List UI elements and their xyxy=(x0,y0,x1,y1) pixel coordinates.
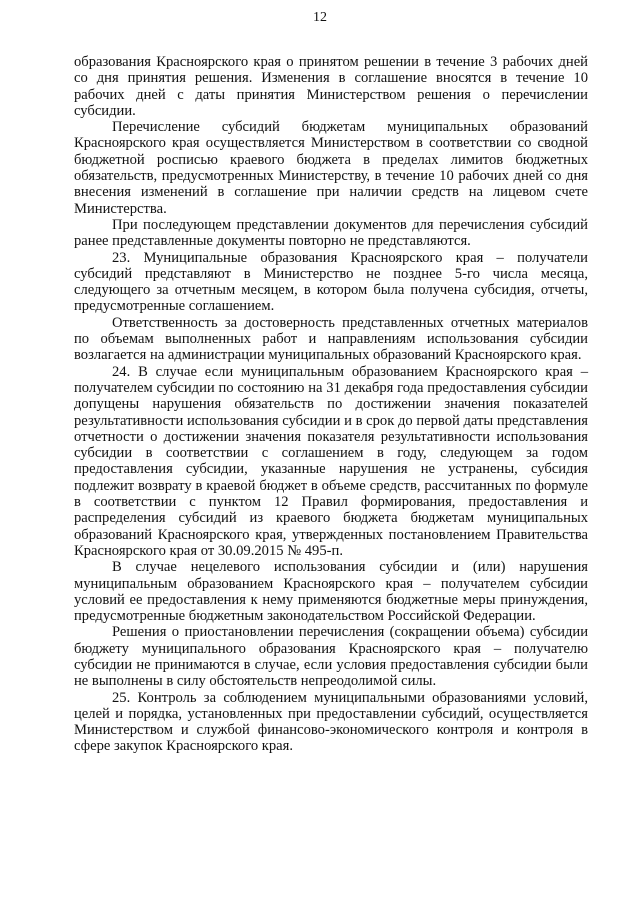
document-body xyxy=(74,54,588,755)
paragraph-2: Перечисление субсидий бюджетам муниципальных образований Красноярского края осуществляется Министерством в соответствии со сводной бюджетной росписью краевого бюджета в пределах лимитов бюджетных обязательств, предусмотренных Министерству, в течение 10 рабочих дней со дня внесения изменений в соглашение при наличии средств на лицевом счете Министерства. xyxy=(74,119,588,217)
paragraph-1: образования Красноярского края о принятом решении в течение 3 рабочих дней со дня принятия решения. Изменения в соглашение вносятся в течение 10 рабочих дней с даты принятия Министерством решения о перечислении субсидии. xyxy=(74,54,588,119)
paragraph-6-item-24: 24. В случае если муниципальным образованием Красноярского края – получателем субсидии по состоянию на 31 декабря года предоставления субсидии допущены нарушения обязательств по достижении значения показателей результативности использования субсидии и в срок до первой даты представления отчетности о достижении значения показателя результативности использования субсидии в соответствии с соглашением в году, следующем за годом предоставления субсидии, указанные нарушения не устранены, субсидия подлежит возврату в краевой бюджет в объеме средств, рассчитанных по формуле в соответствии с пунктом 12 Правил формирования, предоставления и распределения субсидий из краевого бюджета бюджетам муниципальных образований Красноярского края, утвержденных постановлением Правительства Красноярского края от 30.09.2015 № 495-п. xyxy=(74,363,588,559)
paragraph-7: В случае нецелевого использования субсидии и (или) нарушения муниципальным образованием Красноярского края – получателем субсидии условий ее предоставления к нему применяются бюджетные меры принуждения, предусмотренные бюджетным законодательством Российской Федерации. xyxy=(74,559,588,625)
paragraph-4-item-23: 23. Муниципальные образования Красноярского края – получатели субсидий представляют в Министерство не позднее 5-го числа месяца, следующего за отчетным месяцем, в котором была получена субсидия, отчеты, предусмотренные соглашением. xyxy=(74,249,588,315)
paragraph-9-item-25: 25. Контроль за соблюдением муниципальными образованиями условий, целей и порядка, установленных при предоставлении субсидий, осуществляется Министерством и службой финансово-экономического контроля и контроля в сфере закупок Красноярского края. xyxy=(74,689,588,755)
paragraph-3: При последующем представлении документов для перечисления субсидий ранее представленные документы повторно не представляются. xyxy=(74,216,588,250)
paragraph-5: Ответственность за достоверность представленных отчетных материалов по объемам выполненных работ и направлениям использования субсидии возлагается на администрации муниципальных образований Красноярского края. xyxy=(74,314,588,364)
page-number: 12 xyxy=(313,10,327,25)
paragraph-8: Решения о приостановлении перечисления (сокращении объема) субсидии бюджету муниципального образования Красноярского края – получателю субсидии не принимаются в случае, если условия предоставления субсидии были не выполнены в силу обстоятельств непреодолимой силы. xyxy=(74,624,588,690)
